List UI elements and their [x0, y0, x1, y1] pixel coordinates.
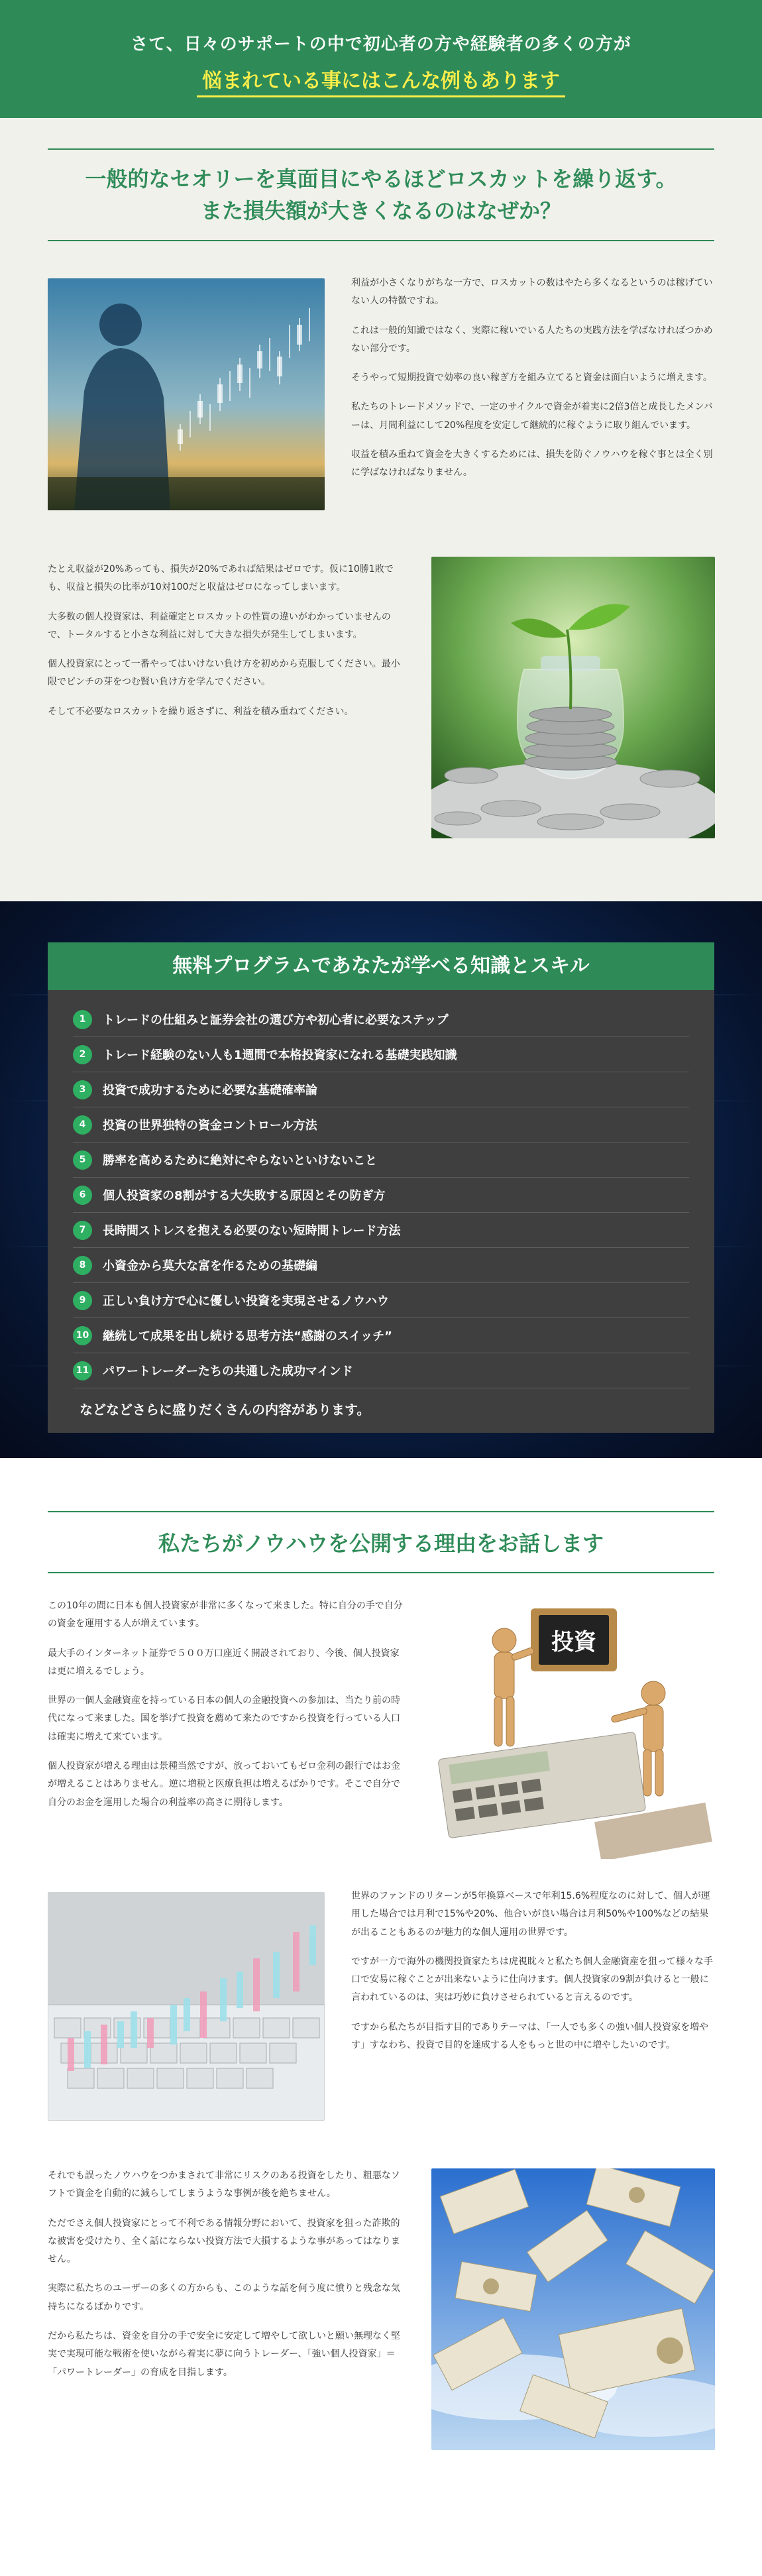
list-item	[73, 1283, 689, 1318]
item-number-badge: 3	[73, 1080, 92, 1099]
paragraph: ですから私たちが目指す目的でありテーマは、「一人でも多くの強い個人投資家を増やす」すなわち、投資で目的を達成する人をもっと世の中に増やしたいのです。	[351, 2021, 708, 2051]
item-label: 長時間ストレスを抱える必要のない短時間トレード方法	[103, 1224, 401, 1238]
item-number-badge: 4	[73, 1115, 92, 1135]
program-footer: などなどさらに盛りだくさんの内容があります。	[80, 1402, 370, 1418]
paragraph: この10年の間に日本も個人投資家が非常に多くなって来ました。特に自分の手で自分の資金を運用する人が増えています。	[48, 1600, 403, 1630]
trader-silhouette-image	[48, 278, 325, 510]
heading-line2: また損失額が大きくなるのはなぜか？	[200, 198, 561, 223]
paragraph: ですが一方で海外の機関投資家たちは虎視眈々と私たち個人金融資産を狙って様々な手口で安易に稼ぐことが出来ないように仕向けます。個人投資家の9割が負けると一般に言われているのは、実は巧妙に負けさせられていると言えるのです。	[351, 1956, 713, 2003]
program-panel	[48, 942, 714, 1433]
paragraph: だから私たちは、資金を自分の手で安全に安定して増やして欲しいと願い無理なく堅実で実現可能な戦術を使いながら着実に夢に向うトレーダー、「強い個人投資家」＝「パワートレーダー」の育成を目指します。	[48, 2331, 400, 2378]
section1-right-text	[351, 274, 716, 494]
section-losscut	[0, 118, 762, 901]
item-number-badge: 5	[73, 1150, 92, 1170]
list-item	[73, 1002, 689, 1037]
item-label: トレード経験のない人も1週間で本格投資家になれる基礎実践知識	[103, 1048, 457, 1062]
investment-figures-image	[431, 1594, 715, 1859]
keyboard-chart-image	[48, 1892, 325, 2121]
item-label: 個人投資家の8割がする大失敗する原因とその防ぎ方	[103, 1189, 386, 1203]
paragraph: たとえ収益が20%あっても、損失が20%であれば結果はゼロです。仮に10勝1敗でも、収益と損失の比率が10対100だと収益はゼロになってしまいます。	[48, 564, 394, 593]
item-number-badge: 6	[73, 1186, 92, 1205]
section1-left-text	[48, 561, 406, 732]
flying-banknotes-image	[431, 2168, 715, 2450]
item-number-badge: 2	[73, 1045, 92, 1064]
paragraph: そして不必要なロスカットを繰り返さずに、利益を積み重ねてください。	[48, 706, 354, 717]
program-title: 無料プログラムであなたが学べる知識とスキル	[48, 942, 714, 990]
paragraph: 世界のファンドのリターンが5年換算ベースで年利15.6%程度なのに対して、個人が運用した場合では月利で15%や20%、他合いが良い場合は月利50%や100%などの結果が出ることもあるのが魅力的な個人運用の世界です。	[351, 1891, 710, 1938]
item-number-badge: 1	[73, 1010, 92, 1029]
section-reasons	[0, 1458, 762, 2576]
item-number-badge: 9	[73, 1291, 92, 1310]
list-item	[73, 1072, 689, 1107]
section3-block1-text	[48, 1597, 406, 1823]
section3-block3-text	[48, 2167, 406, 2393]
paragraph: 実際に私たちのユーザーの多くの方からも、このような話を何う度に憤りと残念な気持ちになるばかりです。	[48, 2283, 400, 2312]
section3-heading	[48, 1511, 714, 1573]
paragraph: ただでさえ個人投資家にとって不利である情報分野において、投資家を狙った詐欺的な被害を受けたり、全く話にならない投資方法で大損するような事があってはなりません。	[48, 2217, 400, 2265]
section-program	[0, 901, 762, 1458]
list-item	[73, 1248, 689, 1283]
paragraph: 最大手のインターネット証券で５００万口座近く開設されており、今後、個人投資家は更に増えるでしょう。	[48, 1648, 400, 1677]
list-item	[73, 1213, 689, 1248]
paragraph: 収益を積み重ねて資金を大きくするためには、損失を防ぐノウハウを稼ぐ事とは全く別に学ばなければなりません。	[351, 449, 713, 478]
list-item	[73, 1353, 689, 1388]
hero-line2: 悩まれている事にはこんな例もあります	[197, 64, 565, 97]
item-number-badge: 7	[73, 1221, 92, 1240]
item-label: 継続して成果を出し続ける思考方法“感謝のスイッチ”	[103, 1329, 392, 1343]
item-label: トレードの仕組みと証券会社の選び方や初心者に必要なステップ	[103, 1013, 449, 1027]
section3-title: 私たちがノウハウを公開する理由をお話します	[158, 1531, 604, 1556]
item-number-badge: 11	[73, 1361, 92, 1380]
item-label: 勝率を高めるために絶対にやらないといけないこと	[103, 1154, 377, 1168]
paragraph: 利益が小さくなりがちな一方で、ロスカットの数はやたら多くなるというのは稼げていない人の特徴ですね。	[351, 278, 713, 307]
item-number-badge: 10	[73, 1326, 92, 1345]
hero-line1: さて、日々のサポートの中で初心者の方や経験者の多くの方が	[131, 34, 631, 54]
program-list	[48, 990, 714, 1388]
section1-heading	[48, 148, 714, 241]
paragraph: 個人投資家にとって一番やってはいけない負け方を初めから克服してください。最小限でピンチの芽をつむ賢い負け方を学んでください。	[48, 659, 400, 688]
list-item	[73, 1143, 689, 1178]
list-item	[73, 1037, 689, 1072]
list-item	[73, 1318, 689, 1353]
item-label: 小資金から莫大な富を作るための基礎編	[103, 1259, 317, 1273]
item-label: 投資の世界独特の資金コントロール方法	[103, 1119, 317, 1133]
list-item	[73, 1178, 689, 1213]
paragraph: これは一般的知識ではなく、実際に稼いでいる人たちの実践方法を学ばなければつかめない部分です。	[351, 325, 713, 354]
paragraph: それでも誤ったノウハウをつかまされて非常にリスクのある投資をしたり、粗悪なソフトで資金を自動的に減らしてしまうような事例が後を絶ちません。	[48, 2170, 400, 2200]
section3-block2-text	[351, 1887, 716, 2066]
item-number-badge: 8	[73, 1256, 92, 1275]
heading-line1: 一般的なセオリーを真面目にやるほどロスカットを繰り返す。	[85, 166, 677, 192]
paragraph: 世界の一個人金融資産を持っている日本の個人の金融投資への参加は、当たり前の時代になって来ました。国を挙げて投資を薦めて来たのですから投資を行っている人口は確実に増えて来ています。	[48, 1695, 400, 1742]
paragraph: 個人投資家が増える理由は景種当然ですが、放っておいてもゼロ金利の銀行ではお金が増えることはありません。逆に増税と医療負担は増えるばかりです。そこで自分で自分のお金を運用した場合の利益率の高さに期待します。	[48, 1761, 400, 1808]
hero-banner	[0, 0, 762, 118]
list-item	[73, 1107, 689, 1143]
item-label: パワートレーダーたちの共通した成功マインド	[103, 1365, 353, 1378]
item-label: 正しい負け方で心に優しい投資を実現させるノウハウ	[103, 1294, 389, 1308]
paragraph: そうやって短期投資で効率の良い稼ぎ方を組み立てると資金は面白いように増えます。	[351, 372, 712, 384]
sign-text: 投資	[551, 1629, 596, 1655]
paragraph: 私たちのトレードメソッドで、一定のサイクルで資金が着実に2倍3倍と成長したメンバーは、月間利益にして20%程度を安定して継続的に稼ぐように取り組んでいます。	[351, 402, 713, 431]
paragraph: 大多数の個人投資家は、利益確定とロスカットの性質の違いがわかっていませんので、トータルすると小さな利益に対して大きな損失が発生してしまいます。	[48, 611, 391, 640]
item-label: 投資で成功するために必要な基礎確率論	[103, 1084, 317, 1097]
coin-jar-sprout-image	[431, 557, 715, 838]
